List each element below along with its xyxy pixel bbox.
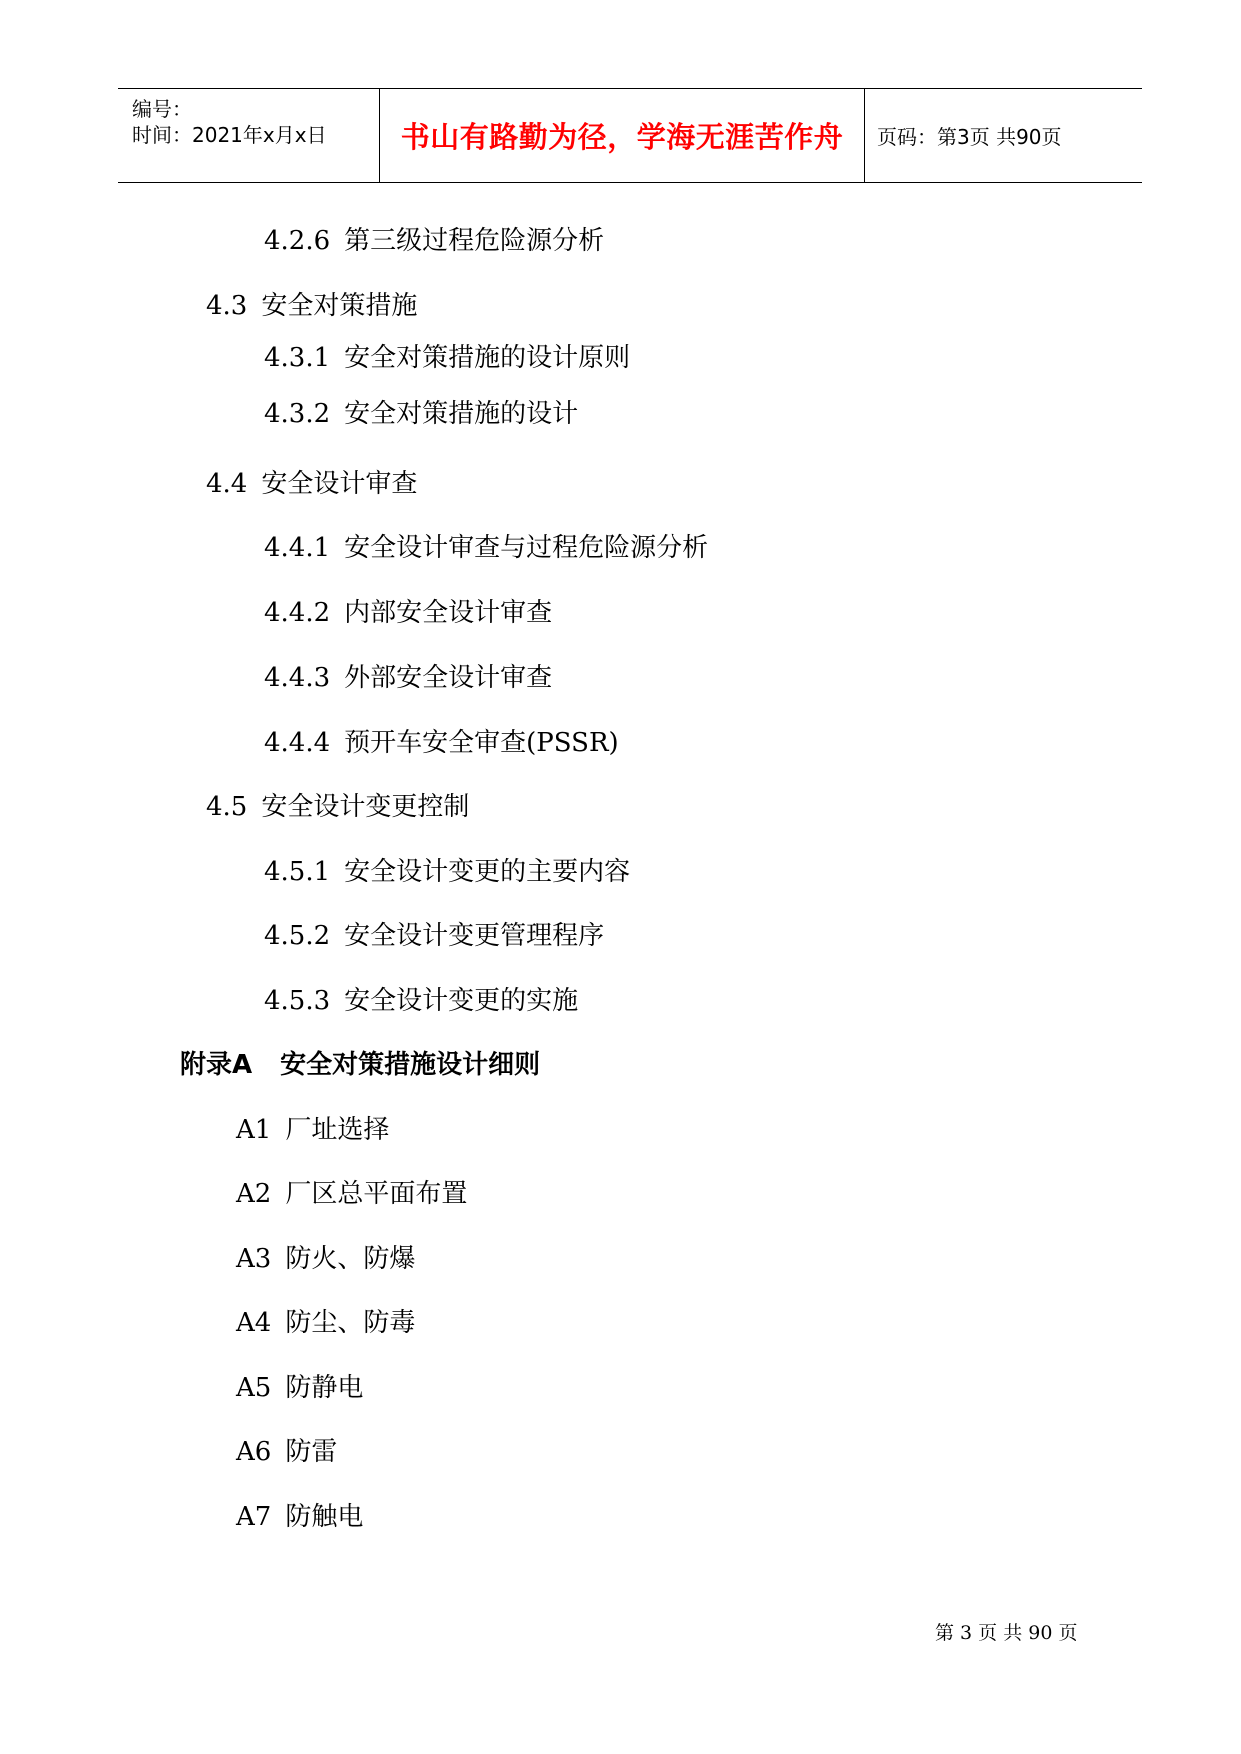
toc-entry-title: 外部安全设计审查	[344, 663, 553, 693]
toc-entry	[264, 225, 604, 257]
toc-entry	[264, 532, 708, 564]
toc-appendix-heading	[180, 1049, 540, 1081]
toc-entry	[236, 1114, 389, 1146]
header-motto-cell	[380, 89, 865, 182]
toc-entry-title: 安全对策措施的设计	[344, 399, 579, 429]
toc-entry-number: 4.4.1	[264, 533, 331, 563]
toc-entry-title: 安全设计审查	[261, 469, 418, 499]
toc-entry-title: 预开车安全审查(PSSR)	[344, 728, 619, 758]
document-code-label: 编号：	[132, 97, 192, 121]
toc-entry-number: A4	[236, 1308, 272, 1338]
toc-entry-title: 安全设计变更的主要内容	[344, 857, 631, 887]
toc-entry-title: 安全设计审查与过程危险源分析	[344, 533, 709, 563]
toc-entry-number: 4.4	[206, 469, 248, 499]
toc-entry-title: 安全设计变更的实施	[344, 986, 579, 1016]
toc-entry	[264, 920, 604, 952]
toc-entry-title: 厂区总平面布置	[285, 1179, 468, 1209]
document-time-label: 时间：2021年x月x日	[132, 123, 327, 147]
toc-entry	[264, 985, 578, 1017]
toc-entry-title: 内部安全设计审查	[344, 598, 553, 628]
page-header	[118, 88, 1142, 183]
toc-entry-title: 防静电	[285, 1373, 364, 1403]
toc-entry-number: 附录A	[180, 1050, 253, 1080]
toc-entry-title: 厂址选择	[285, 1115, 390, 1145]
toc-entry-title: 安全对策措施	[261, 291, 418, 321]
toc-entry	[236, 1243, 415, 1275]
toc-entry-number: 4.4.2	[264, 598, 331, 628]
toc-entry	[264, 597, 552, 629]
toc-entry-number: 4.5.1	[264, 857, 331, 887]
toc-entry-number: 4.2.6	[264, 226, 331, 256]
toc-entry-title: 安全设计变更控制	[261, 792, 470, 822]
toc-entry	[264, 342, 630, 374]
toc-entry	[264, 727, 619, 759]
toc-entry-title: 安全设计变更管理程序	[344, 921, 605, 951]
toc-entry-number: 4.4.3	[264, 663, 331, 693]
header-page-cell	[865, 89, 1142, 182]
toc-entry-number: A7	[236, 1502, 272, 1532]
header-page-info: 页码：第3页 共90页	[877, 125, 1062, 149]
toc-entry	[264, 856, 630, 888]
toc-entry	[264, 662, 552, 694]
toc-entry	[236, 1178, 467, 1210]
toc-entry	[206, 791, 469, 823]
toc-entry	[206, 290, 417, 322]
toc-entry-title: 防雷	[285, 1437, 338, 1467]
toc-entry-title: 防尘、防毒	[285, 1308, 416, 1338]
toc-entry-number: A6	[236, 1437, 272, 1467]
toc-entry-title: 防触电	[285, 1502, 364, 1532]
toc-entry-number: A1	[236, 1115, 272, 1145]
toc-entry-number: 4.5.2	[264, 921, 331, 951]
toc-entry-number: 4.5.3	[264, 986, 331, 1016]
toc-entry-number: 4.5	[206, 792, 248, 822]
page-footer: 第 3 页 共 90 页	[935, 1622, 1078, 1644]
toc-entry-number: 4.3.2	[264, 399, 331, 429]
toc-entry-number: A5	[236, 1373, 272, 1403]
toc-entry	[264, 398, 578, 430]
toc-entry	[236, 1372, 363, 1404]
header-motto: 书山有路勤为径，学海无涯苦作舟	[400, 120, 844, 154]
toc-entry	[236, 1436, 337, 1468]
toc-entry	[236, 1501, 363, 1533]
toc-entry-title: 第三级过程危险源分析	[344, 226, 605, 256]
toc-entry-title: 防火、防爆	[285, 1244, 416, 1274]
toc-entry-number: 4.4.4	[264, 728, 331, 758]
toc-entry-number: 4.3	[206, 291, 248, 321]
toc-entry-number: A2	[236, 1179, 272, 1209]
toc-entry-number: A3	[236, 1244, 272, 1274]
header-meta-cell	[118, 89, 380, 182]
toc-entry-number: 4.3.1	[264, 343, 331, 373]
toc-entry-title: 安全对策措施设计细则	[280, 1050, 541, 1080]
toc-entry-title: 安全对策措施的设计原则	[344, 343, 631, 373]
toc-entry	[236, 1307, 415, 1339]
toc-entry	[206, 468, 417, 500]
